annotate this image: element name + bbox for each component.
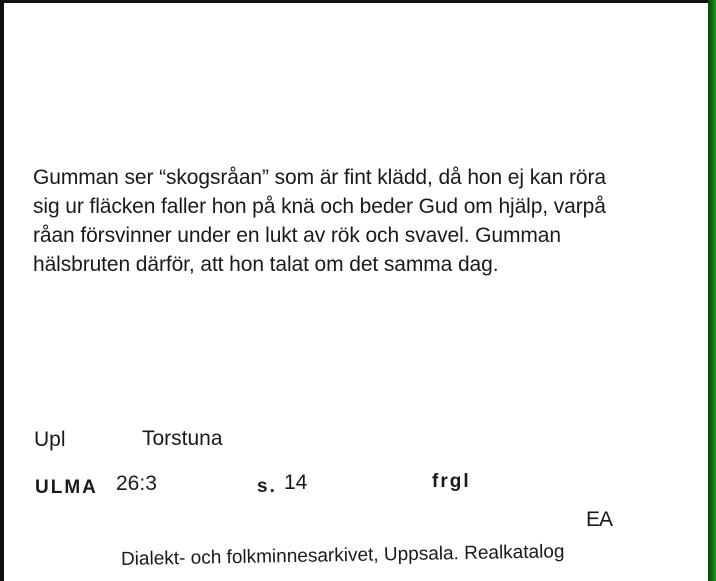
page-number: 14	[284, 471, 308, 494]
page-label: s.	[257, 476, 277, 497]
archive-number: 26:3	[116, 472, 157, 495]
record-text-line: Gumman ser “skogsråan” som är fint klädd, då hon ej kan röra	[33, 166, 606, 189]
card-top-edge	[0, 0, 716, 3]
record-text-line: råan försvinner under en lukt av rök och svavel. Gumman	[33, 224, 561, 247]
card-left-edge	[0, 0, 4, 581]
card-right-edge	[708, 0, 716, 581]
record-text	[33, 163, 673, 279]
socken-label: Torstuna	[142, 427, 223, 450]
category-code: frgl	[432, 471, 471, 492]
archive-code: ULMA	[35, 477, 98, 498]
record-text-line: hälsbruten därför, att hon talat om det samma dag.	[33, 253, 499, 276]
record-text-line: sig ur fläcken faller hon på knä och beder Gud om hjälp, varpå	[33, 195, 606, 218]
archive-footer: Dialekt- och folkminnesarkivet, Uppsala. Realkatalog	[120, 541, 565, 570]
landskap-label: Upl	[34, 428, 66, 451]
recorder-initials: EA	[586, 508, 613, 531]
